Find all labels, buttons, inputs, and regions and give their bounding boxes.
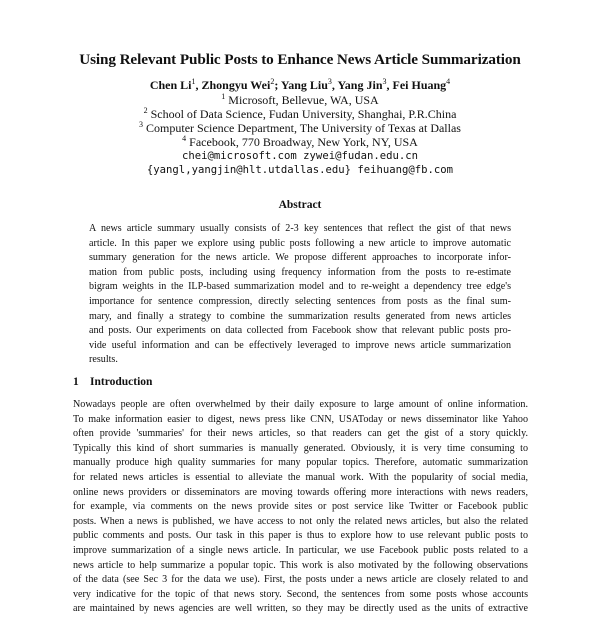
abstract-heading: Abstract	[278, 199, 322, 211]
abstract-line: summary generation for the news article. We propose different approaches to incorporate infor-	[89, 252, 511, 264]
introduction-body	[73, 398, 528, 617]
body-line: public comments and posts. Our task in this paper is thus to explore how to use relevant public posts to	[73, 530, 528, 542]
paper-title: Using Relevant Public Posts to Enhance News Article Summarization	[79, 51, 521, 68]
section-heading	[73, 376, 152, 388]
email-line: {yangl,yangjin@hlt.utdallas.edu} feihuang@fb.com	[146, 164, 454, 176]
author-name: Yang Liu	[280, 78, 328, 92]
author-separator: ,	[331, 78, 338, 92]
abstract-line: mation from public posts, including using frequency information from the posts to re-estimate	[89, 266, 511, 278]
section-number: 1	[73, 376, 79, 388]
email-line: chei@microsoft.com zywei@fudan.edu.cn	[182, 150, 418, 162]
body-line: for example, via comments on the news provide sites or post service like Twitter or Facebook public	[73, 501, 528, 513]
author-name: Yang Jin	[337, 78, 383, 92]
affiliation-text: School of Data Science, Fudan University, Shanghai, P.R.China	[150, 107, 457, 121]
author-name: Chen Li	[149, 78, 192, 92]
body-line: online news providers or disseminators are moving towards offering more interactions with news readers,	[73, 486, 528, 498]
affiliation-text: Microsoft, Bellevue, WA, USA	[228, 93, 379, 107]
affiliation-line	[0, 121, 600, 136]
affiliation-marker: 1	[221, 92, 226, 101]
affiliation-line	[0, 135, 600, 150]
author-name: Fei Huang	[392, 78, 447, 92]
affiliation-line	[0, 107, 600, 122]
affiliation-text: Computer Science Department, The University of Texas at Dallas	[146, 121, 461, 135]
body-line: Typically this kind of short summaries is manually generated. Obviously, it is very time consuming to	[73, 442, 528, 454]
body-line: very indicative for the topic of that news story. Second, the sentences from some posts whose accounts	[73, 588, 528, 600]
body-line: manually produce high quality summaries for many popular topics. Therefore, automatic summarization	[73, 457, 528, 469]
abstract-line: A news article summary usually consists of 2-3 key sentences that reflect the gist of that news	[89, 223, 511, 234]
author-affiliation-marker: 1	[191, 77, 196, 86]
abstract-line: and posts. Our experiments on data collected from Facebook show that relevant public posts pro-	[89, 325, 511, 337]
abstract-line: results.	[89, 354, 118, 366]
author-affiliation-marker: 2	[270, 77, 275, 86]
body-line: are maintained by news agencies are well written, so they may be directly used as the units of extractive	[73, 603, 528, 615]
affiliation-text: Facebook, 770 Broadway, New York, NY, USA	[189, 135, 418, 149]
body-line: To make information easier to digest, news press like CNN, USAToday or news disseminator like Yahoo	[73, 413, 528, 425]
abstract-line: mary, and finally a strategy to combine the summarization results generated from news articles	[89, 310, 511, 322]
author-name: Zhongyu Wei	[201, 78, 271, 92]
body-line: often provide 'summaries' for their news articles, so that readers can get the gist of a story quickly.	[73, 428, 528, 440]
body-line: for related news articles is essential to alleviate the manual work. With the popularity of social media,	[73, 471, 528, 483]
author-affiliation-marker: 3	[327, 77, 332, 86]
abstract-body	[89, 222, 511, 368]
affiliation-marker: 2	[143, 106, 148, 115]
body-line: of the data (see Sec 3 for the data we use). First, the posts under a news article are closely related to and	[73, 574, 528, 586]
abstract-line: vide useful information and can be effectively leveraged to improve news article summarization	[89, 339, 511, 351]
abstract-line: article. In this paper we explore using public posts following a new article to improve automatic	[89, 237, 511, 249]
affiliation-line	[0, 93, 600, 108]
author-separator: ,	[195, 78, 202, 92]
body-line: news article to help summarize a popular topic. This work is also motivated by the following observations	[73, 559, 528, 571]
affiliation-marker: 4	[182, 134, 187, 143]
author-affiliation-marker: 3	[382, 77, 387, 86]
abstract-line: bigram weights in the ILP-based summarization model and to re-weight a dependency tree edge's	[89, 281, 511, 293]
section-title: Introduction	[90, 376, 153, 388]
body-line: improve summarization of a single news article. In particular, we use Facebook public posts related to a	[73, 544, 528, 556]
author-separator: ;	[274, 78, 281, 92]
author-separator: ,	[386, 78, 393, 92]
abstract-line: importance for sentence compression, directly selecting sentences from posts as the final sum-	[89, 295, 511, 307]
author-affiliation-marker: 4	[446, 77, 451, 86]
affiliation-marker: 3	[139, 120, 144, 129]
author-list	[0, 78, 600, 93]
body-line: Nowadays people are often overwhelmed by their daily exposure to large amount of online information.	[73, 399, 528, 410]
body-line: posts. When a news is published, we have access to not only the related news articles, but also the related	[73, 515, 528, 527]
